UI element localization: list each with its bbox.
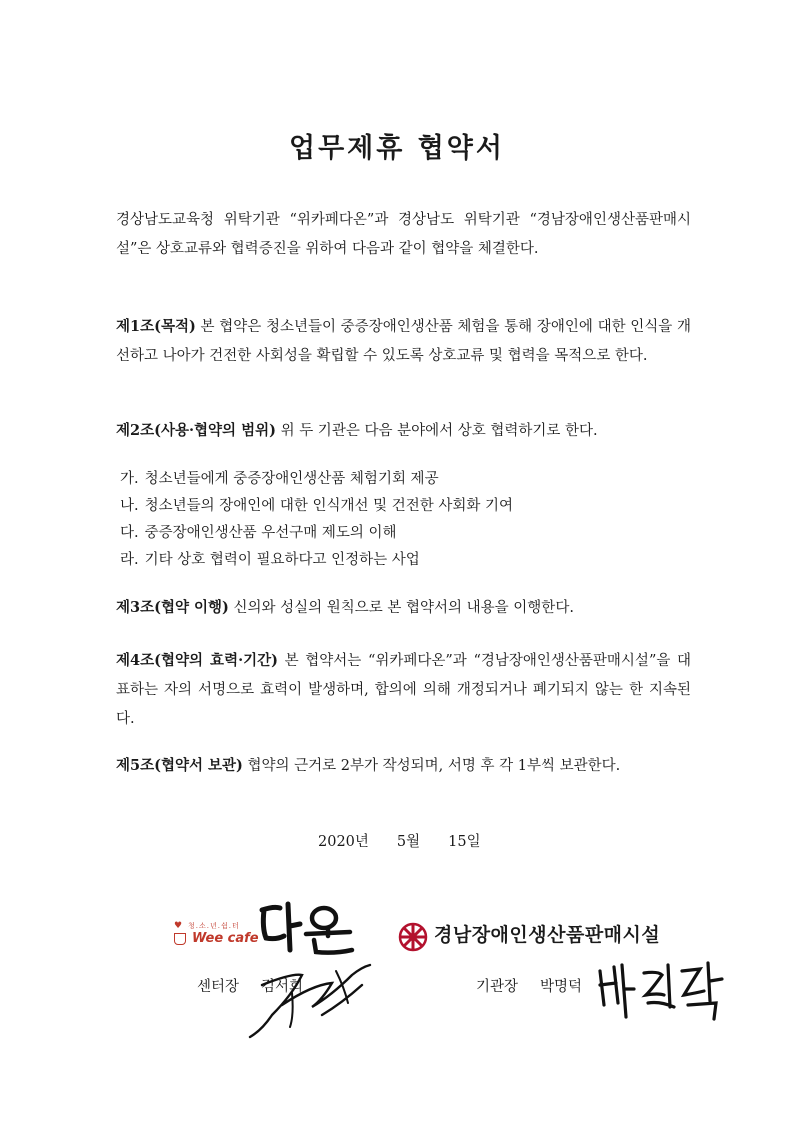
scope-item-mark: 가. bbox=[120, 471, 139, 487]
article-5-text: 협약의 근거로 2부가 작성되며, 서명 후 각 1부씩 보관한다. bbox=[242, 758, 621, 774]
scope-item-text: 청소년들에게 중증장애인생산품 체험기회 제공 bbox=[144, 471, 439, 487]
article-1 bbox=[116, 312, 691, 371]
agreement-date bbox=[318, 830, 509, 851]
scope-item-mark: 다. bbox=[120, 525, 139, 541]
scope-item bbox=[120, 547, 680, 574]
scope-item-text: 청소년들의 장애인에 대한 인식개선 및 건전한 사회화 기여 bbox=[144, 498, 514, 514]
article-4-text: 본 협약서는 “위카페다온”과 “경남장애인생산품판매시설”을 대표하는 자의 서명으로 효력이 발생하며, 합의에 의해 개정되거나 폐기되지 않는 한 지속된다. bbox=[116, 653, 692, 727]
intro-paragraph bbox=[116, 206, 691, 264]
article-2-heading: 제2조(사용·협약의 범위) bbox=[116, 422, 276, 439]
article-3-heading: 제3조(협약 이행) bbox=[116, 599, 229, 616]
left-signature bbox=[232, 945, 382, 1045]
scope-item bbox=[120, 493, 680, 520]
heart-icon: ♥ bbox=[174, 921, 183, 931]
right-signatory-role: 기관장 bbox=[476, 979, 519, 995]
org-cross-logo-icon bbox=[398, 922, 428, 952]
article-5 bbox=[116, 751, 691, 781]
date-month: 5월 bbox=[396, 834, 421, 850]
date-year: 2020년 bbox=[318, 834, 369, 850]
article-3 bbox=[116, 593, 691, 623]
scope-item-text: 중증장애인생산품 우선구매 제도의 이해 bbox=[144, 525, 397, 541]
scope-item-mark: 라. bbox=[120, 552, 139, 568]
scope-item bbox=[120, 520, 680, 547]
date-day: 15일 bbox=[448, 834, 481, 850]
scope-list bbox=[120, 466, 680, 574]
right-signature bbox=[592, 955, 732, 1025]
intro-text: 경상남도교육청 위탁기관 “위카페다온”과 경상남도 위탁기관 “경남장애인생산품판매시설”은 상호교류와 협력증진을 위하여 다음과 같이 협약을 체결한다. bbox=[116, 212, 691, 257]
scope-item-text: 기타 상호 협력이 필요하다고 인정하는 사업 bbox=[144, 552, 420, 568]
article-1-text: 본 협약은 청소년들이 중증장애인생산품 체험을 통해 장애인에 대한 인식을 개선하고 나아가 건전한 사회성을 확립할 수 있도록 상호교류 및 협력을 목적으로 한다. bbox=[116, 319, 691, 364]
weecafe-logo-text: Wee cafe bbox=[192, 931, 259, 946]
cup-icon bbox=[174, 933, 186, 945]
left-signatory-role: 센터장 bbox=[197, 979, 240, 995]
org-name: 경남장애인생산품판매시설 bbox=[434, 924, 661, 946]
article-2 bbox=[116, 416, 691, 446]
document-title: 업무제휴 협약서 bbox=[289, 133, 505, 164]
weecafe-logo-small: 청.소.년.쉼.터 bbox=[188, 922, 240, 930]
right-signatory-name: 박명덕 bbox=[540, 979, 583, 995]
scope-item bbox=[120, 466, 680, 493]
right-signatory bbox=[476, 975, 604, 996]
article-5-heading: 제5조(협약서 보관) bbox=[116, 757, 243, 774]
article-3-text: 신의와 성실의 원칙으로 본 협약서의 내용을 이행한다. bbox=[228, 600, 574, 616]
article-2-text: 위 두 기관은 다음 분야에서 상호 협력하기로 한다. bbox=[275, 423, 598, 439]
article-4-heading: 제4조(협약의 효력·기간) bbox=[116, 652, 278, 669]
scope-item-mark: 나. bbox=[120, 498, 139, 514]
article-1-heading: 제1조(목적) bbox=[116, 318, 196, 335]
article-4 bbox=[116, 646, 691, 734]
left-signatory-name: 김서희 bbox=[261, 979, 304, 995]
